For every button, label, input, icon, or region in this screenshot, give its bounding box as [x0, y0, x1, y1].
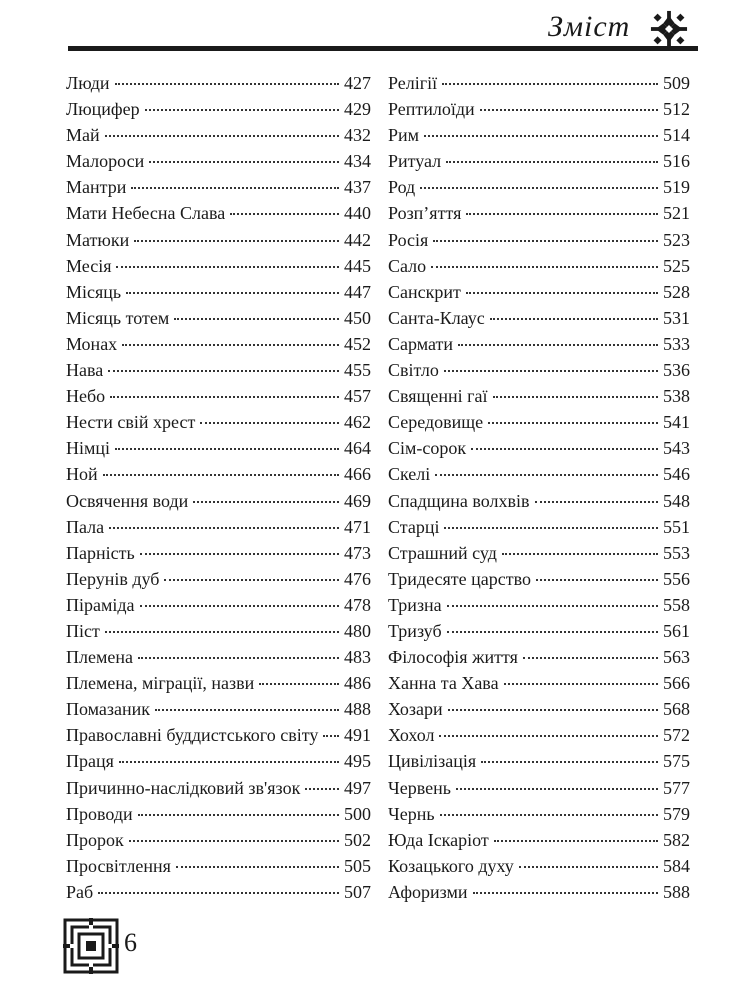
toc-leader-dots	[523, 657, 658, 659]
toc-entry	[388, 696, 690, 722]
toc-entry	[66, 540, 371, 566]
toc-entry	[388, 722, 690, 748]
toc-entry-page: 548	[663, 490, 690, 511]
toc-leader-dots	[138, 657, 339, 659]
toc-entry-page: 488	[344, 699, 371, 720]
toc-leader-dots	[116, 266, 339, 268]
toc-entry	[66, 644, 371, 670]
toc-entry-title: Небо	[66, 386, 106, 407]
toc-leader-dots	[446, 161, 658, 163]
toc-entry	[66, 722, 371, 748]
toc-entry	[66, 514, 371, 540]
toc-entry-title: Праця	[66, 751, 114, 772]
toc-entry-page: 543	[663, 438, 690, 459]
toc-entry	[66, 200, 371, 226]
toc-entry-page: 512	[663, 99, 690, 120]
toc-entry	[388, 461, 690, 487]
toc-entry	[388, 383, 690, 409]
toc-entry-page: 497	[344, 777, 371, 798]
toc-leader-dots	[176, 866, 339, 868]
toc-entry	[388, 96, 690, 122]
toc-entry-title: Хохол	[388, 725, 435, 746]
toc-entry	[66, 566, 371, 592]
toc-leader-dots	[131, 187, 339, 189]
toc-column-left	[66, 70, 371, 905]
toc-leader-dots	[138, 814, 339, 816]
toc-entry-title: Філософія життя	[388, 647, 518, 668]
toc-leader-dots	[447, 605, 658, 607]
toc-entry-page: 437	[344, 177, 371, 198]
toc-leader-dots	[115, 83, 339, 85]
toc-leader-dots	[323, 735, 339, 737]
toc-entry-page: 480	[344, 620, 371, 641]
toc-entry-page: 450	[344, 307, 371, 328]
toc-entry	[388, 227, 690, 253]
toc-leader-dots	[420, 187, 658, 189]
toc-entry-page: 525	[663, 255, 690, 276]
toc-leader-dots	[200, 422, 339, 424]
toc-leader-dots	[488, 422, 658, 424]
toc-leader-dots	[433, 240, 658, 242]
toc-entry-page: 429	[344, 99, 371, 120]
toc-entry-title: Тридесяте царство	[388, 568, 532, 589]
toc-leader-dots	[481, 761, 658, 763]
toc-entry	[66, 853, 371, 879]
toc-leader-dots	[259, 683, 339, 685]
toc-leader-dots	[149, 161, 339, 163]
toc-leader-dots	[103, 474, 339, 476]
toc-leader-dots	[444, 370, 658, 372]
toc-entry-title: Санта-Клаус	[388, 307, 485, 328]
toc-entry-title: Просвітлення	[66, 855, 171, 876]
toc-entry-title: Рептилоїди	[388, 99, 475, 120]
toc-entry	[388, 488, 690, 514]
toc-entry	[388, 514, 690, 540]
toc-leader-dots	[435, 474, 658, 476]
toc-entry-page: 521	[663, 203, 690, 224]
toc-entry-title: Рим	[388, 125, 420, 146]
toc-entry-title: Німці	[66, 438, 111, 459]
toc-entry-title: Племена	[66, 647, 133, 668]
toc-entry-title: Релігії	[388, 73, 438, 93]
star-ornament-icon	[650, 10, 688, 48]
toc-entry-page: 566	[663, 673, 690, 694]
toc-leader-dots	[466, 213, 658, 215]
toc-entry-page: 556	[663, 568, 690, 589]
toc-leader-dots	[471, 448, 658, 450]
toc-entry	[66, 122, 371, 148]
toc-entry-page: 553	[663, 542, 690, 563]
toc-entry-page: 502	[344, 829, 371, 850]
page-number: 6	[124, 928, 137, 957]
toc-entry-title: Місяць тотем	[66, 307, 170, 328]
maze-ornament-icon	[63, 918, 119, 974]
toc-entry-title: Ханна та Хава	[388, 673, 499, 694]
toc-leader-dots	[493, 396, 658, 398]
toc-leader-dots	[444, 527, 658, 529]
toc-entry-page: 541	[663, 412, 690, 433]
toc-entry-page: 528	[663, 281, 690, 302]
toc-entry-title: Цивілізація	[388, 751, 477, 772]
toc-leader-dots	[105, 631, 339, 633]
toc-leader-dots	[424, 135, 658, 137]
toc-leader-dots	[535, 501, 658, 503]
toc-entry-page: 551	[663, 516, 690, 537]
toc-entry-title: Ритуал	[388, 151, 442, 172]
toc-entry	[388, 253, 690, 279]
toc-entry-title: Священні гаї	[388, 386, 488, 407]
toc-entry	[66, 696, 371, 722]
toc-entry	[388, 279, 690, 305]
toc-entry-title: Нести свій хрест	[66, 412, 196, 433]
toc-leader-dots	[504, 683, 658, 685]
toc-entry-title: Пророк	[66, 829, 124, 850]
toc-entry	[388, 435, 690, 461]
toc-entry-page: 519	[663, 177, 690, 198]
toc-leader-dots	[109, 527, 339, 529]
toc-entry-page: 476	[344, 568, 371, 589]
toc-leader-dots	[174, 318, 339, 320]
toc-entry-title: Месія	[66, 255, 112, 276]
toc-entry-page: 491	[344, 725, 371, 746]
toc-leader-dots	[98, 892, 339, 894]
toc-leader-dots	[193, 501, 339, 503]
toc-leader-dots	[502, 553, 658, 555]
toc-leader-dots	[140, 553, 339, 555]
toc-leader-dots	[448, 709, 658, 711]
toc-entry	[66, 253, 371, 279]
toc-entry-page: 577	[663, 777, 690, 798]
toc-entry	[388, 853, 690, 879]
toc-entry-page: 455	[344, 360, 371, 381]
toc-entry-title: Май	[66, 125, 100, 146]
toc-entry-page: 507	[344, 881, 371, 902]
toc-entry	[66, 409, 371, 435]
toc-entry-title: Освячення води	[66, 490, 189, 511]
toc-entry-title: Тризна	[388, 594, 442, 615]
toc-entry-title: Сармати	[388, 333, 454, 354]
toc-entry-page: 440	[344, 203, 371, 224]
toc-entry	[66, 227, 371, 253]
toc-entry-title: Місяць	[66, 281, 122, 302]
toc-entry	[66, 488, 371, 514]
toc-entry-page: 546	[663, 464, 690, 485]
toc-entry-title: Скелі	[388, 464, 431, 485]
toc-entry	[388, 174, 690, 200]
toc-entry	[66, 331, 371, 357]
toc-entry-title: Червень	[388, 777, 451, 798]
toc-entry-page: 516	[663, 151, 690, 172]
toc-entry-title: Старці	[388, 516, 440, 537]
toc-entry	[388, 644, 690, 670]
toc-entry	[66, 879, 371, 905]
toc-entry	[66, 357, 371, 383]
toc-entry-page: 538	[663, 386, 690, 407]
toc-entry-title: Афоризми	[388, 881, 468, 902]
toc-entry	[66, 827, 371, 853]
toc-entry	[66, 148, 371, 174]
toc-entry-page: 561	[663, 620, 690, 641]
toc-entry	[388, 357, 690, 383]
toc-entry-title: Козацького духу	[388, 855, 514, 876]
toc-entry-page: 500	[344, 803, 371, 824]
toc-entry-page: 533	[663, 333, 690, 354]
toc-entry-page: 486	[344, 673, 371, 694]
toc-leader-dots	[473, 892, 659, 894]
toc-entry-page: 452	[344, 333, 371, 354]
toc-entry-page: 563	[663, 647, 690, 668]
toc-entry	[388, 122, 690, 148]
toc-entry-title: Росія	[388, 229, 429, 250]
toc-entry	[388, 566, 690, 592]
toc-entry	[388, 331, 690, 357]
toc-entry-page: 432	[344, 125, 371, 146]
toc-entry-title: Матюки	[66, 229, 130, 250]
toc-entry-title: Причинно-наслідковий зв'язок	[66, 777, 301, 798]
toc-entry	[66, 592, 371, 618]
toc-entry	[66, 775, 371, 801]
toc-entry	[66, 383, 371, 409]
toc-entry-title: Парність	[66, 542, 135, 563]
toc-leader-dots	[108, 370, 339, 372]
toc-entry-title: Люцифер	[66, 99, 140, 120]
toc-leader-dots	[440, 814, 658, 816]
toc-leader-dots	[447, 631, 658, 633]
toc-entry	[66, 305, 371, 331]
toc-entry-title: Род	[388, 177, 416, 198]
toc-column-right	[388, 70, 690, 905]
toc-entry	[388, 540, 690, 566]
page-header	[0, 0, 739, 60]
toc-leader-dots	[442, 83, 658, 85]
toc-entry	[388, 70, 690, 96]
toc-leader-dots	[230, 213, 339, 215]
toc-leader-dots	[119, 761, 339, 763]
toc-leader-dots	[164, 579, 339, 581]
toc-entry	[66, 70, 371, 96]
toc-entry	[66, 174, 371, 200]
toc-leader-dots	[519, 866, 658, 868]
toc-entry-title: Санскрит	[388, 281, 461, 302]
toc-entry	[388, 775, 690, 801]
toc-entry	[388, 879, 690, 905]
toc-leader-dots	[466, 292, 658, 294]
toc-entry-title: Сім-сорок	[388, 438, 467, 459]
toc-entry-title: Люди	[66, 73, 110, 93]
toc-entry-page: 582	[663, 829, 690, 850]
toc-entry	[388, 148, 690, 174]
toc-entry-page: 588	[663, 881, 690, 902]
toc-entry	[388, 200, 690, 226]
toc-entry	[388, 409, 690, 435]
toc-entry-page: 457	[344, 386, 371, 407]
toc-entry-title: Спадщина волхвів	[388, 490, 530, 511]
toc-entry-page: 495	[344, 751, 371, 772]
toc-entry-page: 464	[344, 438, 371, 459]
toc-entry-page: 471	[344, 516, 371, 537]
toc-leader-dots	[458, 344, 658, 346]
toc-entry-page: 572	[663, 725, 690, 746]
toc-entry-title: Мантри	[66, 177, 127, 198]
toc-entry-page: 536	[663, 360, 690, 381]
toc-entry	[388, 618, 690, 644]
toc-entry-title: Юда Іскаріот	[388, 829, 489, 850]
toc-entry-title: Племена, міграції, назви	[66, 673, 255, 694]
toc-leader-dots	[439, 735, 658, 737]
toc-leader-dots	[115, 448, 339, 450]
toc-entry	[388, 670, 690, 696]
toc-entry	[66, 461, 371, 487]
toc-entry-page: 523	[663, 229, 690, 250]
toc-entry-page: 427	[344, 73, 371, 93]
toc-entry-page: 442	[344, 229, 371, 250]
toc-entry-title: Пала	[66, 516, 105, 537]
toc-entry	[388, 748, 690, 774]
toc-entry	[66, 748, 371, 774]
toc-entry-page: 568	[663, 699, 690, 720]
toc-entry-page: 469	[344, 490, 371, 511]
toc-entry-page: 579	[663, 803, 690, 824]
toc-entry-title: Піст	[66, 620, 100, 641]
toc-leader-dots	[490, 318, 658, 320]
toc-entry-title: Світло	[388, 360, 439, 381]
toc-entry-page: 466	[344, 464, 371, 485]
toc-leader-dots	[126, 292, 339, 294]
toc-entry-title: Розп’яття	[388, 203, 462, 224]
toc-leader-dots	[480, 109, 658, 111]
toc-entry	[66, 96, 371, 122]
toc-entry	[66, 618, 371, 644]
toc-entry	[388, 305, 690, 331]
toc-entry-title: Чернь	[388, 803, 435, 824]
toc-leader-dots	[134, 240, 339, 242]
toc-entry-title: Православні буддистського світу	[66, 725, 319, 746]
toc-entry	[66, 801, 371, 827]
toc-entry-title: Піраміда	[66, 594, 135, 615]
toc-entry-title: Ной	[66, 464, 98, 485]
toc-entry-title: Раб	[66, 881, 94, 902]
toc-leader-dots	[105, 135, 339, 137]
toc-entry	[388, 827, 690, 853]
toc-entry-page: 447	[344, 281, 371, 302]
toc-entry-title: Перунів дуб	[66, 568, 160, 589]
toc-entry-page: 462	[344, 412, 371, 433]
toc-entry-title: Тризуб	[388, 620, 442, 641]
toc-entry-page: 575	[663, 751, 690, 772]
toc-entry-page: 483	[344, 647, 371, 668]
toc-entry-page: 531	[663, 307, 690, 328]
toc-entry	[66, 670, 371, 696]
header-rule	[68, 46, 698, 51]
toc-entry-page: 434	[344, 151, 371, 172]
toc-leader-dots	[155, 709, 339, 711]
toc-entry-title: Помазаник	[66, 699, 151, 720]
section-title: Зміст	[548, 10, 631, 43]
toc-entry-title: Нава	[66, 360, 104, 381]
toc-entry	[388, 801, 690, 827]
toc-entry-title: Сало	[388, 255, 427, 276]
toc-leader-dots	[129, 840, 339, 842]
toc-leader-dots	[431, 266, 658, 268]
toc-entry-title: Проводи	[66, 803, 133, 824]
toc-entry-title: Монах	[66, 333, 118, 354]
toc-entry-title: Мати Небесна Слава	[66, 203, 226, 224]
toc-leader-dots	[122, 344, 339, 346]
toc-entry	[66, 279, 371, 305]
toc-leader-dots	[494, 840, 658, 842]
toc-entry-title: Середовище	[388, 412, 484, 433]
toc-entry-title: Страшний суд	[388, 542, 497, 563]
toc-entry-title: Малороси	[66, 151, 145, 172]
toc-entry-page: 445	[344, 255, 371, 276]
toc-entry-page: 584	[663, 855, 690, 876]
toc-leader-dots	[140, 605, 339, 607]
toc-leader-dots	[145, 109, 339, 111]
toc-entry-page: 514	[663, 125, 690, 146]
toc-entry	[388, 592, 690, 618]
toc-entry-page: 509	[663, 73, 690, 93]
toc-entry	[66, 435, 371, 461]
toc-entry-page: 558	[663, 594, 690, 615]
toc-entry-page: 473	[344, 542, 371, 563]
toc-entry-page: 505	[344, 855, 371, 876]
toc-entry-page: 478	[344, 594, 371, 615]
toc-leader-dots	[110, 396, 339, 398]
toc-leader-dots	[536, 579, 658, 581]
toc-leader-dots	[305, 788, 339, 790]
toc-leader-dots	[456, 788, 658, 790]
toc-entry-title: Хозари	[388, 699, 443, 720]
